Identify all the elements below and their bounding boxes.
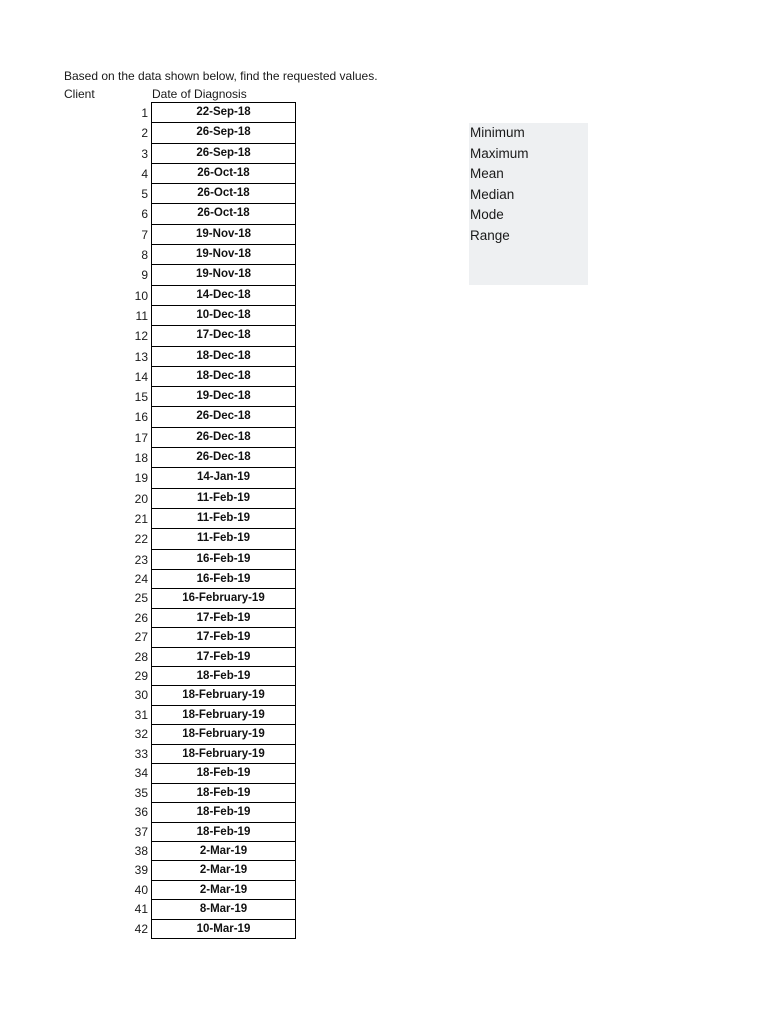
client-number: 11 [135,308,148,323]
diagnosis-date-cell: 26-Sep-18 [152,123,295,143]
diagnosis-date-cell: 18-Feb-19 [152,784,295,803]
diagnosis-date-cell: 26-Oct-18 [152,164,295,184]
diagnosis-date-cell: 18-February-19 [152,706,295,725]
diagnosis-date-cell: 26-Sep-18 [152,144,295,164]
diagnosis-date-cell: 26-Dec-18 [152,428,295,448]
client-number: 9 [141,268,148,283]
diagnosis-date-cell: 11-Feb-19 [152,529,295,549]
diagnosis-date-cell: 18-Feb-19 [152,764,295,783]
diagnosis-date-cell: 2-Mar-19 [152,861,295,880]
diagnosis-date-cell: 22-Sep-18 [152,103,295,123]
client-number: 25 [134,591,148,606]
diagnosis-date-cell: 10-Mar-19 [152,920,295,939]
diagnosis-date-cell: 19-Nov-18 [152,245,295,265]
client-number-column [118,103,149,939]
client-number: 5 [141,187,148,202]
client-number: 4 [141,166,148,181]
instruction-text: Based on the data shown below, find the requested values. [64,69,378,83]
diagnosis-date-cell: 18-Dec-18 [152,347,295,367]
date-of-diagnosis-header: Date of Diagnosis [152,87,247,101]
diagnosis-date-cell: 18-February-19 [152,725,295,744]
client-number: 16 [134,410,148,425]
stat-label-minimum: Minimum [470,125,525,140]
diagnosis-date-cell: 16-Feb-19 [152,550,295,570]
diagnosis-date-cell: 11-Feb-19 [152,489,295,509]
client-number: 38 [134,843,148,858]
diagnosis-date-cell: 10-Dec-18 [152,306,295,326]
diagnosis-date-cell: 11-Feb-19 [152,509,295,529]
diagnosis-date-cell: 26-Dec-18 [152,448,295,468]
client-number: 31 [134,707,148,722]
diagnosis-date-cell: 2-Mar-19 [152,881,295,900]
client-number: 36 [134,805,148,820]
diagnosis-date-cell: 8-Mar-19 [152,900,295,919]
stat-label-median: Median [470,186,515,202]
diagnosis-date-cell: 18-Dec-18 [152,367,295,387]
diagnosis-date-cell: 17-Dec-18 [152,326,295,346]
client-number: 21 [134,511,148,526]
client-number: 1 [141,106,148,120]
diagnosis-date-cell: 18-February-19 [152,686,295,705]
stat-label-maximum: Maximum [470,145,529,161]
diagnosis-date-cell: 16-February-19 [152,589,295,608]
client-number: 40 [134,882,148,897]
diagnosis-date-cell: 18-Feb-19 [152,667,295,686]
diagnosis-date-cell: 17-Feb-19 [152,609,295,628]
client-number: 23 [134,552,148,567]
diagnosis-date-cell: 14-Dec-18 [152,286,295,306]
diagnosis-date-cell: 26-Oct-18 [152,204,295,224]
client-number: 18 [134,451,148,466]
client-number: 7 [141,227,148,242]
client-number: 15 [134,390,148,405]
diagnosis-date-cell: 14-Jan-19 [152,468,295,488]
client-number: 29 [134,669,148,684]
client-number: 20 [134,491,148,506]
client-number: 39 [134,863,148,878]
stat-label-mean: Mean [470,166,504,182]
diagnosis-date-cell: 19-Nov-18 [152,225,295,245]
diagnosis-date-cell: 2-Mar-19 [152,842,295,861]
diagnosis-date-cell: 18-Feb-19 [152,823,295,842]
client-number: 26 [134,610,148,625]
stats-panel [469,123,588,285]
client-number: 42 [134,921,148,936]
client-number: 41 [134,902,148,917]
client-number: 28 [134,649,148,664]
client-header: Client [64,87,95,101]
client-number: 27 [134,630,148,645]
client-number: 2 [141,126,148,141]
date-table [151,102,296,939]
client-number: 13 [134,349,148,364]
diagnosis-date-cell: 17-Feb-19 [152,628,295,647]
client-number: 35 [134,785,148,800]
client-number: 8 [141,248,148,263]
client-number: 12 [134,329,148,344]
diagnosis-date-cell: 18-Feb-19 [152,803,295,822]
client-number: 33 [134,746,148,761]
client-number: 19 [134,471,148,486]
client-number: 22 [134,532,148,547]
client-number: 30 [134,688,148,703]
stat-label-range: Range [470,228,510,243]
client-number: 17 [134,430,148,445]
diagnosis-date-cell: 19-Nov-18 [152,265,295,285]
stat-label-mode: Mode [470,207,504,223]
client-number: 32 [134,727,148,742]
diagnosis-date-cell: 17-Feb-19 [152,648,295,667]
client-number: 6 [141,207,148,222]
diagnosis-date-cell: 26-Dec-18 [152,407,295,427]
client-number: 10 [134,288,148,303]
client-number: 3 [141,146,148,161]
client-number: 34 [134,766,148,781]
client-number: 14 [134,369,148,384]
diagnosis-date-cell: 26-Oct-18 [152,184,295,204]
client-number: 37 [134,824,148,839]
diagnosis-date-cell: 18-February-19 [152,745,295,764]
client-number: 24 [134,571,148,586]
diagnosis-date-cell: 16-Feb-19 [152,570,295,589]
diagnosis-date-cell: 19-Dec-18 [152,387,295,407]
